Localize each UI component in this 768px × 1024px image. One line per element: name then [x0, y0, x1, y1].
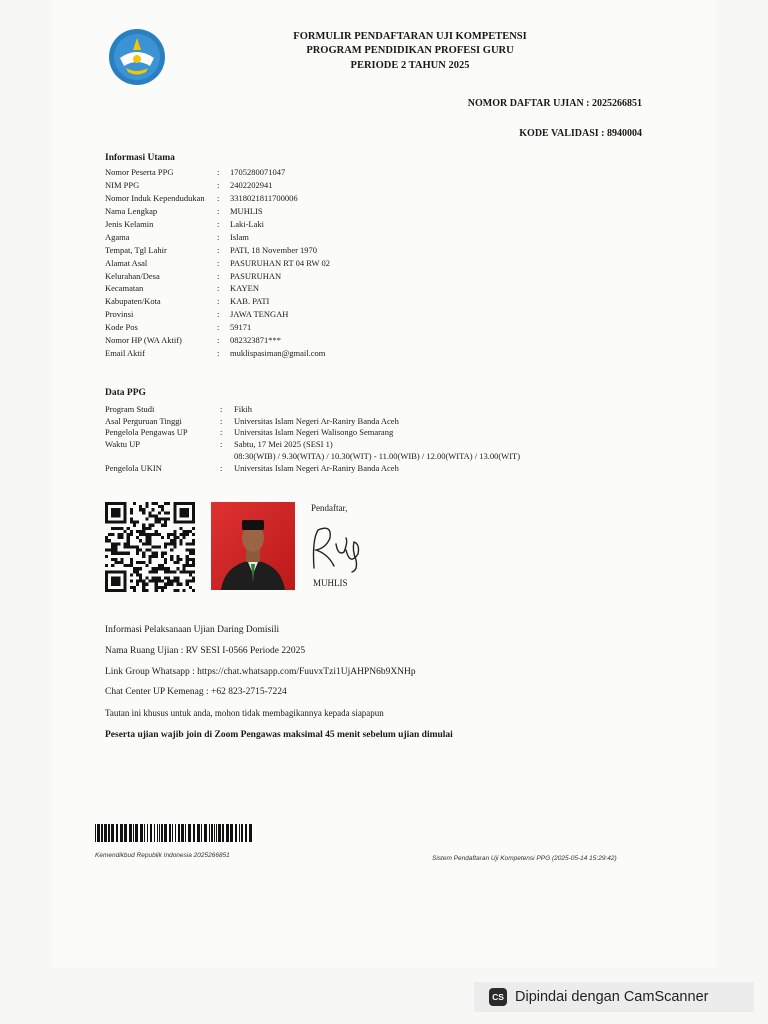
- camscanner-text: Dipindai dengan CamScanner: [515, 989, 709, 1005]
- row-value: JAWA TENGAH: [230, 309, 289, 320]
- row-label: Pengelola Pengawas UP: [105, 427, 188, 438]
- row-label: Program Studi: [105, 403, 155, 414]
- row-value: 2402202941: [230, 180, 273, 191]
- row-value: Islam: [230, 231, 249, 242]
- row-value: Fikih: [234, 403, 252, 414]
- row-separator: :: [217, 335, 220, 346]
- row-separator: :: [217, 309, 220, 320]
- row-value: KAB. PATI: [230, 296, 270, 307]
- barcode-icon: [95, 824, 253, 842]
- row-value: Sabtu, 17 Mei 2025 (SESI 1): [234, 439, 333, 450]
- row-label: Nomor Induk Kependudukan: [105, 193, 205, 204]
- row-separator: :: [217, 257, 220, 268]
- handwritten-signature: [306, 520, 366, 575]
- row-label: Pengelola UKIN: [105, 462, 162, 473]
- table-row: [105, 192, 330, 205]
- info-chat-center: Chat Center UP Kemenag : +62 823-2715-7224: [105, 687, 287, 697]
- table-row: [105, 205, 330, 218]
- table-row: [105, 346, 330, 359]
- row-label: Jenis Kelamin: [105, 219, 154, 229]
- row-value: 59171: [230, 322, 252, 333]
- table-row: [105, 269, 330, 282]
- row-separator: :: [220, 415, 223, 426]
- row-label: Tempat, Tgl Lahir: [105, 244, 167, 255]
- signature-label: Pendaftar,: [311, 503, 348, 513]
- footer-left: Kemendikbud Republik Indonesia 2025266851: [95, 852, 230, 859]
- row-value: 08:30(WIB) / 9.30(WITA) / 10.30(WIT) - 11.00(WIB) / 12.00(WITA) / 13.00(WIT): [234, 451, 521, 462]
- row-label: Alamat Asal: [105, 257, 148, 268]
- section-title-informasi-utama: Informasi Utama: [105, 153, 175, 163]
- row-value: MUHLIS: [230, 206, 263, 217]
- table-row: [105, 256, 330, 269]
- row-separator: :: [217, 193, 220, 204]
- row-value: PASURUHAN RT 04 RW 02: [230, 257, 330, 268]
- tut-wuri-handayani-logo-icon: [108, 28, 166, 86]
- table-row: [105, 179, 330, 192]
- row-label: Nomor HP (WA Aktif): [105, 335, 182, 346]
- row-label: Nama Lengkap: [105, 206, 158, 217]
- row-label: Kelurahan/Desa: [105, 270, 160, 281]
- table-row: [105, 438, 520, 450]
- row-separator: :: [220, 462, 223, 473]
- row-separator: :: [220, 439, 223, 450]
- row-value: PASURUHAN: [230, 270, 282, 281]
- row-separator: :: [217, 206, 220, 217]
- row-separator: :: [217, 347, 220, 358]
- table-row: [105, 166, 330, 179]
- row-separator: :: [220, 427, 223, 438]
- row-separator: :: [217, 219, 220, 229]
- row-value: muklispasiman@gmail.com: [230, 347, 326, 358]
- row-separator: :: [217, 283, 220, 294]
- row-label: Kecamatan: [105, 283, 144, 294]
- participant-photo: [211, 502, 295, 590]
- row-value: Universitas Islam Negeri Ar-Raniry Banda Aceh: [234, 415, 399, 426]
- table-row: [105, 427, 520, 439]
- kode-validasi: KODE VALIDASI : 8940004: [519, 128, 642, 139]
- table-row: [105, 334, 330, 347]
- row-value: 3318021811700006: [230, 193, 298, 204]
- footer-right: Sistem Pendaftaran Uji Kompetensi PPG (2025-05-14 15:29:42): [432, 855, 617, 862]
- row-label: Provinsi: [105, 309, 134, 320]
- qr-code-icon: [105, 502, 195, 592]
- document-sheet: [52, 0, 716, 968]
- row-separator: :: [217, 231, 220, 242]
- row-label: Kabupaten/Kota: [105, 296, 161, 307]
- header-line-3: PERIODE 2 TAHUN 2025: [350, 60, 470, 71]
- table-row: [105, 243, 330, 256]
- row-label: Kode Pos: [105, 322, 138, 333]
- row-value: 1705280071047: [230, 167, 286, 178]
- info-ruang-ujian: Nama Ruang Ujian : RV SESI I-0566 Periode 22025: [105, 646, 306, 656]
- row-value: Universitas Islam Negeri Walisongo Semarang: [234, 427, 394, 438]
- row-label: NIM PPG: [105, 180, 140, 191]
- table-row: [105, 218, 330, 231]
- signature-name: MUHLIS: [313, 578, 348, 588]
- table-row: [105, 321, 330, 334]
- info-warning: Peserta ujian wajib join di Zoom Pengawas maksimal 45 menit sebelum ujian dimulai: [105, 730, 453, 740]
- section-title-data-ppg: Data PPG: [105, 388, 146, 398]
- row-separator: :: [217, 322, 220, 333]
- table-row: [105, 230, 330, 243]
- informasi-utama-table: [105, 166, 330, 359]
- row-separator: :: [217, 270, 220, 281]
- row-separator: :: [217, 244, 220, 255]
- table-row: [105, 282, 330, 295]
- camscanner-icon: CS: [489, 988, 507, 1006]
- row-label: Agama: [105, 231, 130, 242]
- row-label: Asal Perguruan Tinggi: [105, 415, 182, 426]
- row-value: 082323871***: [230, 335, 281, 346]
- info-whatsapp-link[interactable]: Link Group Whatsapp : https://chat.whatsapp.com/FuuvxTzi1UjAHPN6b9XNHp: [105, 667, 416, 677]
- table-row: [105, 450, 520, 462]
- info-note: Tautan ini khusus untuk anda, mohon tidak membagikannya kepada siapapun: [105, 708, 384, 718]
- row-value: Universitas Islam Negeri Ar-Raniry Banda Aceh: [234, 462, 399, 473]
- data-ppg-table: [105, 403, 520, 474]
- row-separator: :: [217, 167, 220, 178]
- row-label: Waktu UP: [105, 439, 140, 450]
- header-line-2: PROGRAM PENDIDIKAN PROFESI GURU: [306, 45, 514, 56]
- table-row: [105, 415, 520, 427]
- table-row: [105, 462, 520, 474]
- nomor-daftar-ujian: NOMOR DAFTAR UJIAN : 2025266851: [467, 98, 642, 109]
- camscanner-badge: [474, 982, 754, 1012]
- row-value: KAYEN: [230, 283, 259, 294]
- row-value: PATI, 18 November 1970: [230, 244, 318, 255]
- header-line-1: FORMULIR PENDAFTARAN UJI KOMPETENSI: [293, 31, 527, 42]
- row-separator: :: [220, 403, 223, 414]
- row-label: Nomor Peserta PPG: [105, 167, 174, 178]
- row-separator: :: [217, 180, 220, 191]
- table-row: [105, 403, 520, 415]
- row-separator: :: [217, 296, 220, 307]
- row-value: Laki-Laki: [230, 219, 264, 229]
- info-heading: Informasi Pelaksanaan Ujian Daring Domisili: [105, 625, 280, 635]
- row-label: Email Aktif: [105, 347, 145, 358]
- table-row: [105, 295, 330, 308]
- table-row: [105, 308, 330, 321]
